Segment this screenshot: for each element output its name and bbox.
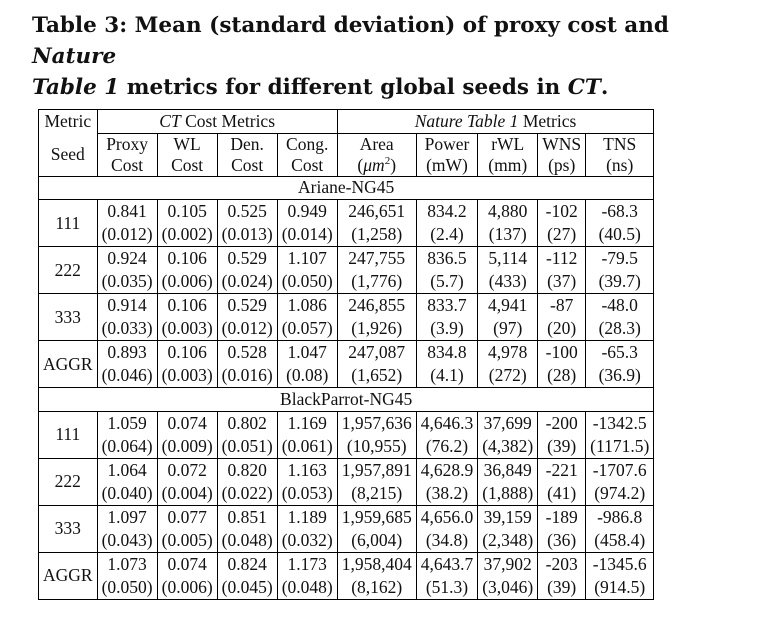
seed-cell: 333 xyxy=(39,294,98,341)
std-cell: (0.024) xyxy=(217,270,277,294)
mean-cell: 1,957,891 xyxy=(337,458,416,482)
column-header xyxy=(478,133,538,176)
std-cell: (1,776) xyxy=(337,270,416,294)
mean-cell: 1.064 xyxy=(97,458,157,482)
std-cell: (272) xyxy=(478,364,538,388)
std-cell: (38.2) xyxy=(416,482,478,506)
mean-cell: -1342.5 xyxy=(586,411,654,435)
mean-cell: -102 xyxy=(538,200,586,224)
std-cell: (40.5) xyxy=(586,223,654,247)
column-header-line1: WL xyxy=(173,133,201,154)
mean-cell: 1.173 xyxy=(277,552,337,576)
mean-cell: 0.893 xyxy=(97,341,157,365)
mean-cell: 0.529 xyxy=(217,247,277,271)
mean-cell: 36,849 xyxy=(478,458,538,482)
mean-cell: -112 xyxy=(538,247,586,271)
column-header-line1: Den. xyxy=(230,133,264,154)
std-cell: (36.9) xyxy=(586,364,654,388)
mean-cell: 246,855 xyxy=(337,294,416,318)
mean-cell: 4,978 xyxy=(478,341,538,365)
ct-group-rest: Cost Metrics xyxy=(180,110,276,131)
mean-cell: -48.0 xyxy=(586,294,654,318)
mean-cell: 1,957,636 xyxy=(337,411,416,435)
std-cell: (0.004) xyxy=(157,482,217,506)
mean-cell: 1.059 xyxy=(97,411,157,435)
seed-cell: AGGR xyxy=(39,341,98,388)
section-header-row xyxy=(39,388,654,412)
seed-cell: 111 xyxy=(39,411,98,458)
std-cell: (4.1) xyxy=(416,364,478,388)
std-cell: (974.2) xyxy=(586,482,654,506)
column-header-line2: Cost xyxy=(111,154,144,175)
mean-cell: 1.189 xyxy=(277,505,337,529)
std-cell: (36) xyxy=(538,529,586,553)
std-cell: (0.022) xyxy=(217,482,277,506)
std-cell: (0.012) xyxy=(217,317,277,341)
table-row-std xyxy=(39,529,654,553)
std-cell: (0.012) xyxy=(97,223,157,247)
seed-cell: 222 xyxy=(39,247,98,294)
mean-cell: 1.169 xyxy=(277,411,337,435)
table-body xyxy=(39,176,654,599)
seed-header: Seed xyxy=(39,133,98,176)
std-cell: (27) xyxy=(538,223,586,247)
mean-cell: 4,880 xyxy=(478,200,538,224)
table-caption xyxy=(32,10,752,103)
std-cell: (0.006) xyxy=(157,270,217,294)
column-header-line2: (ps) xyxy=(548,154,576,175)
column-header-line2: Cost xyxy=(171,154,204,175)
column-unit-part: ) xyxy=(390,154,397,175)
column-header-line2: (mm) xyxy=(488,154,528,175)
std-cell: (20) xyxy=(538,317,586,341)
table-row xyxy=(39,505,654,529)
mean-cell: 1.047 xyxy=(277,341,337,365)
column-header-line1: Area xyxy=(359,133,394,154)
column-header-line1: Cong. xyxy=(286,133,329,154)
column-header-line2 xyxy=(342,155,412,176)
column-header-line1: TNS xyxy=(603,133,637,154)
table-row xyxy=(39,200,654,224)
std-cell: (0.002) xyxy=(157,223,217,247)
mean-cell: -200 xyxy=(538,411,586,435)
mean-cell: 37,902 xyxy=(478,552,538,576)
column-header xyxy=(157,133,217,176)
mean-cell: 0.106 xyxy=(157,341,217,365)
std-cell: (1171.5) xyxy=(586,435,654,459)
metric-header: Metric xyxy=(39,110,98,134)
nature-group-header xyxy=(337,110,654,134)
seed-cell: AGGR xyxy=(39,552,98,599)
column-unit-part: 2 xyxy=(384,154,391,167)
mean-cell: 834.2 xyxy=(416,200,478,224)
mean-cell: 5,114 xyxy=(478,247,538,271)
results-table xyxy=(38,109,654,600)
std-cell: (137) xyxy=(478,223,538,247)
mean-cell: 0.074 xyxy=(157,552,217,576)
std-cell: (0.003) xyxy=(157,317,217,341)
section-title: Ariane-NG45 xyxy=(39,176,654,200)
section-title: BlackParrot-NG45 xyxy=(39,388,654,412)
nature-group-rest: Metrics xyxy=(518,110,577,131)
column-header xyxy=(538,133,586,176)
section-header-row xyxy=(39,176,654,200)
ct-group-header xyxy=(97,110,337,134)
mean-cell: -65.3 xyxy=(586,341,654,365)
std-cell: (0.033) xyxy=(97,317,157,341)
std-cell: (0.051) xyxy=(217,435,277,459)
std-cell: (51.3) xyxy=(416,576,478,600)
column-header-line2: (ns) xyxy=(606,154,634,175)
std-cell: (10,955) xyxy=(337,435,416,459)
std-cell: (458.4) xyxy=(586,529,654,553)
column-header-line1: Power xyxy=(424,133,470,154)
std-cell: (39) xyxy=(538,576,586,600)
std-cell: (1,652) xyxy=(337,364,416,388)
std-cell: (0.035) xyxy=(97,270,157,294)
mean-cell: 0.105 xyxy=(157,200,217,224)
std-cell: (6,004) xyxy=(337,529,416,553)
std-cell: (2.4) xyxy=(416,223,478,247)
std-cell: (1,926) xyxy=(337,317,416,341)
column-header xyxy=(277,133,337,176)
std-cell: (0.013) xyxy=(217,223,277,247)
caption-middle: metrics for different global seeds in xyxy=(119,75,568,100)
std-cell: (97) xyxy=(478,317,538,341)
table-row-std xyxy=(39,364,654,388)
std-cell: (0.050) xyxy=(277,270,337,294)
mean-cell: 0.820 xyxy=(217,458,277,482)
mean-cell: 0.824 xyxy=(217,552,277,576)
caption-ct: CT xyxy=(567,75,601,100)
mean-cell: -87 xyxy=(538,294,586,318)
mean-cell: 4,628.9 xyxy=(416,458,478,482)
std-cell: (3,046) xyxy=(478,576,538,600)
std-cell: (0.043) xyxy=(97,529,157,553)
mean-cell: -221 xyxy=(538,458,586,482)
std-cell: (0.061) xyxy=(277,435,337,459)
mean-cell: 1.107 xyxy=(277,247,337,271)
std-cell: (39.7) xyxy=(586,270,654,294)
table-row-std xyxy=(39,270,654,294)
std-cell: (1,888) xyxy=(478,482,538,506)
mean-cell: 1,958,404 xyxy=(337,552,416,576)
mean-cell: 4,643.7 xyxy=(416,552,478,576)
std-cell: (1,258) xyxy=(337,223,416,247)
column-header-line2: Cost xyxy=(291,154,324,175)
column-header xyxy=(217,133,277,176)
mean-cell: -100 xyxy=(538,341,586,365)
mean-cell: -1345.6 xyxy=(586,552,654,576)
std-cell: (0.032) xyxy=(277,529,337,553)
table-row-std xyxy=(39,482,654,506)
column-header-row xyxy=(39,133,654,176)
caption-nature: Nature xyxy=(32,44,117,69)
mean-cell: 0.851 xyxy=(217,505,277,529)
mean-cell: 0.924 xyxy=(97,247,157,271)
mean-cell: 0.106 xyxy=(157,247,217,271)
column-header xyxy=(586,133,654,176)
mean-cell: 0.914 xyxy=(97,294,157,318)
mean-cell: 0.106 xyxy=(157,294,217,318)
column-unit-part: μm xyxy=(363,154,385,175)
mean-cell: 37,699 xyxy=(478,411,538,435)
mean-cell: -68.3 xyxy=(586,200,654,224)
std-cell: (8,162) xyxy=(337,576,416,600)
mean-cell: 0.072 xyxy=(157,458,217,482)
std-cell: (39) xyxy=(538,435,586,459)
std-cell: (28) xyxy=(538,364,586,388)
table-row xyxy=(39,341,654,365)
column-unit-part: ( xyxy=(357,154,364,175)
std-cell: (28.3) xyxy=(586,317,654,341)
column-header xyxy=(416,133,478,176)
mean-cell: 4,646.3 xyxy=(416,411,478,435)
std-cell: (0.064) xyxy=(97,435,157,459)
mean-cell: 0.528 xyxy=(217,341,277,365)
std-cell: (0.009) xyxy=(157,435,217,459)
mean-cell: 1,959,685 xyxy=(337,505,416,529)
std-cell: (0.006) xyxy=(157,576,217,600)
std-cell: (3.9) xyxy=(416,317,478,341)
seed-cell: 111 xyxy=(39,200,98,247)
mean-cell: 1.073 xyxy=(97,552,157,576)
mean-cell: 0.074 xyxy=(157,411,217,435)
caption-text: Table 3: Mean (standard deviation) of proxy cost and xyxy=(32,13,669,38)
mean-cell: 0.949 xyxy=(277,200,337,224)
mean-cell: 247,755 xyxy=(337,247,416,271)
seed-cell: 222 xyxy=(39,458,98,505)
mean-cell: 4,941 xyxy=(478,294,538,318)
std-cell: (0.046) xyxy=(97,364,157,388)
std-cell: (0.005) xyxy=(157,529,217,553)
column-header-line2: Cost xyxy=(231,154,264,175)
column-header-line1: Proxy xyxy=(106,133,149,154)
std-cell: (76.2) xyxy=(416,435,478,459)
std-cell: (0.08) xyxy=(277,364,337,388)
table-row-std xyxy=(39,576,654,600)
column-header-line1: WNS xyxy=(542,133,582,154)
seed-cell: 333 xyxy=(39,505,98,552)
mean-cell: 247,087 xyxy=(337,341,416,365)
std-cell: (0.014) xyxy=(277,223,337,247)
std-cell: (0.048) xyxy=(277,576,337,600)
table-row xyxy=(39,247,654,271)
caption-end: . xyxy=(600,75,609,100)
std-cell: (914.5) xyxy=(586,576,654,600)
mean-cell: 0.802 xyxy=(217,411,277,435)
std-cell: (8,215) xyxy=(337,482,416,506)
table-row-std xyxy=(39,317,654,341)
std-cell: (433) xyxy=(478,270,538,294)
std-cell: (0.016) xyxy=(217,364,277,388)
mean-cell: 1.097 xyxy=(97,505,157,529)
std-cell: (0.048) xyxy=(217,529,277,553)
column-header-line2: (mW) xyxy=(426,154,468,175)
mean-cell: 1.163 xyxy=(277,458,337,482)
caption-table1: Table 1 xyxy=(32,75,120,100)
mean-cell: 836.5 xyxy=(416,247,478,271)
table-row-std xyxy=(39,223,654,247)
std-cell: (0.003) xyxy=(157,364,217,388)
column-header xyxy=(337,133,416,176)
mean-cell: 0.077 xyxy=(157,505,217,529)
table-row-std xyxy=(39,435,654,459)
mean-cell: -1707.6 xyxy=(586,458,654,482)
mean-cell: 39,159 xyxy=(478,505,538,529)
mean-cell: 834.8 xyxy=(416,341,478,365)
std-cell: (5.7) xyxy=(416,270,478,294)
mean-cell: -986.8 xyxy=(586,505,654,529)
mean-cell: -203 xyxy=(538,552,586,576)
mean-cell: 246,651 xyxy=(337,200,416,224)
table-row xyxy=(39,411,654,435)
std-cell: (0.040) xyxy=(97,482,157,506)
std-cell: (0.050) xyxy=(97,576,157,600)
std-cell: (34.8) xyxy=(416,529,478,553)
table-row xyxy=(39,294,654,318)
mean-cell: 4,656.0 xyxy=(416,505,478,529)
std-cell: (4,382) xyxy=(478,435,538,459)
mean-cell: 1.086 xyxy=(277,294,337,318)
std-cell: (41) xyxy=(538,482,586,506)
column-header-line1: rWL xyxy=(491,133,525,154)
ct-group-italic: CT xyxy=(159,110,181,131)
std-cell: (0.057) xyxy=(277,317,337,341)
nature-group-italic: Nature Table 1 xyxy=(414,110,519,131)
mean-cell: 0.525 xyxy=(217,200,277,224)
mean-cell: 0.841 xyxy=(97,200,157,224)
table-row xyxy=(39,552,654,576)
std-cell: (0.053) xyxy=(277,482,337,506)
mean-cell: -189 xyxy=(538,505,586,529)
mean-cell: -79.5 xyxy=(586,247,654,271)
column-header xyxy=(97,133,157,176)
std-cell: (0.045) xyxy=(217,576,277,600)
std-cell: (37) xyxy=(538,270,586,294)
table-row xyxy=(39,458,654,482)
std-cell: (2,348) xyxy=(478,529,538,553)
mean-cell: 0.529 xyxy=(217,294,277,318)
mean-cell: 833.7 xyxy=(416,294,478,318)
